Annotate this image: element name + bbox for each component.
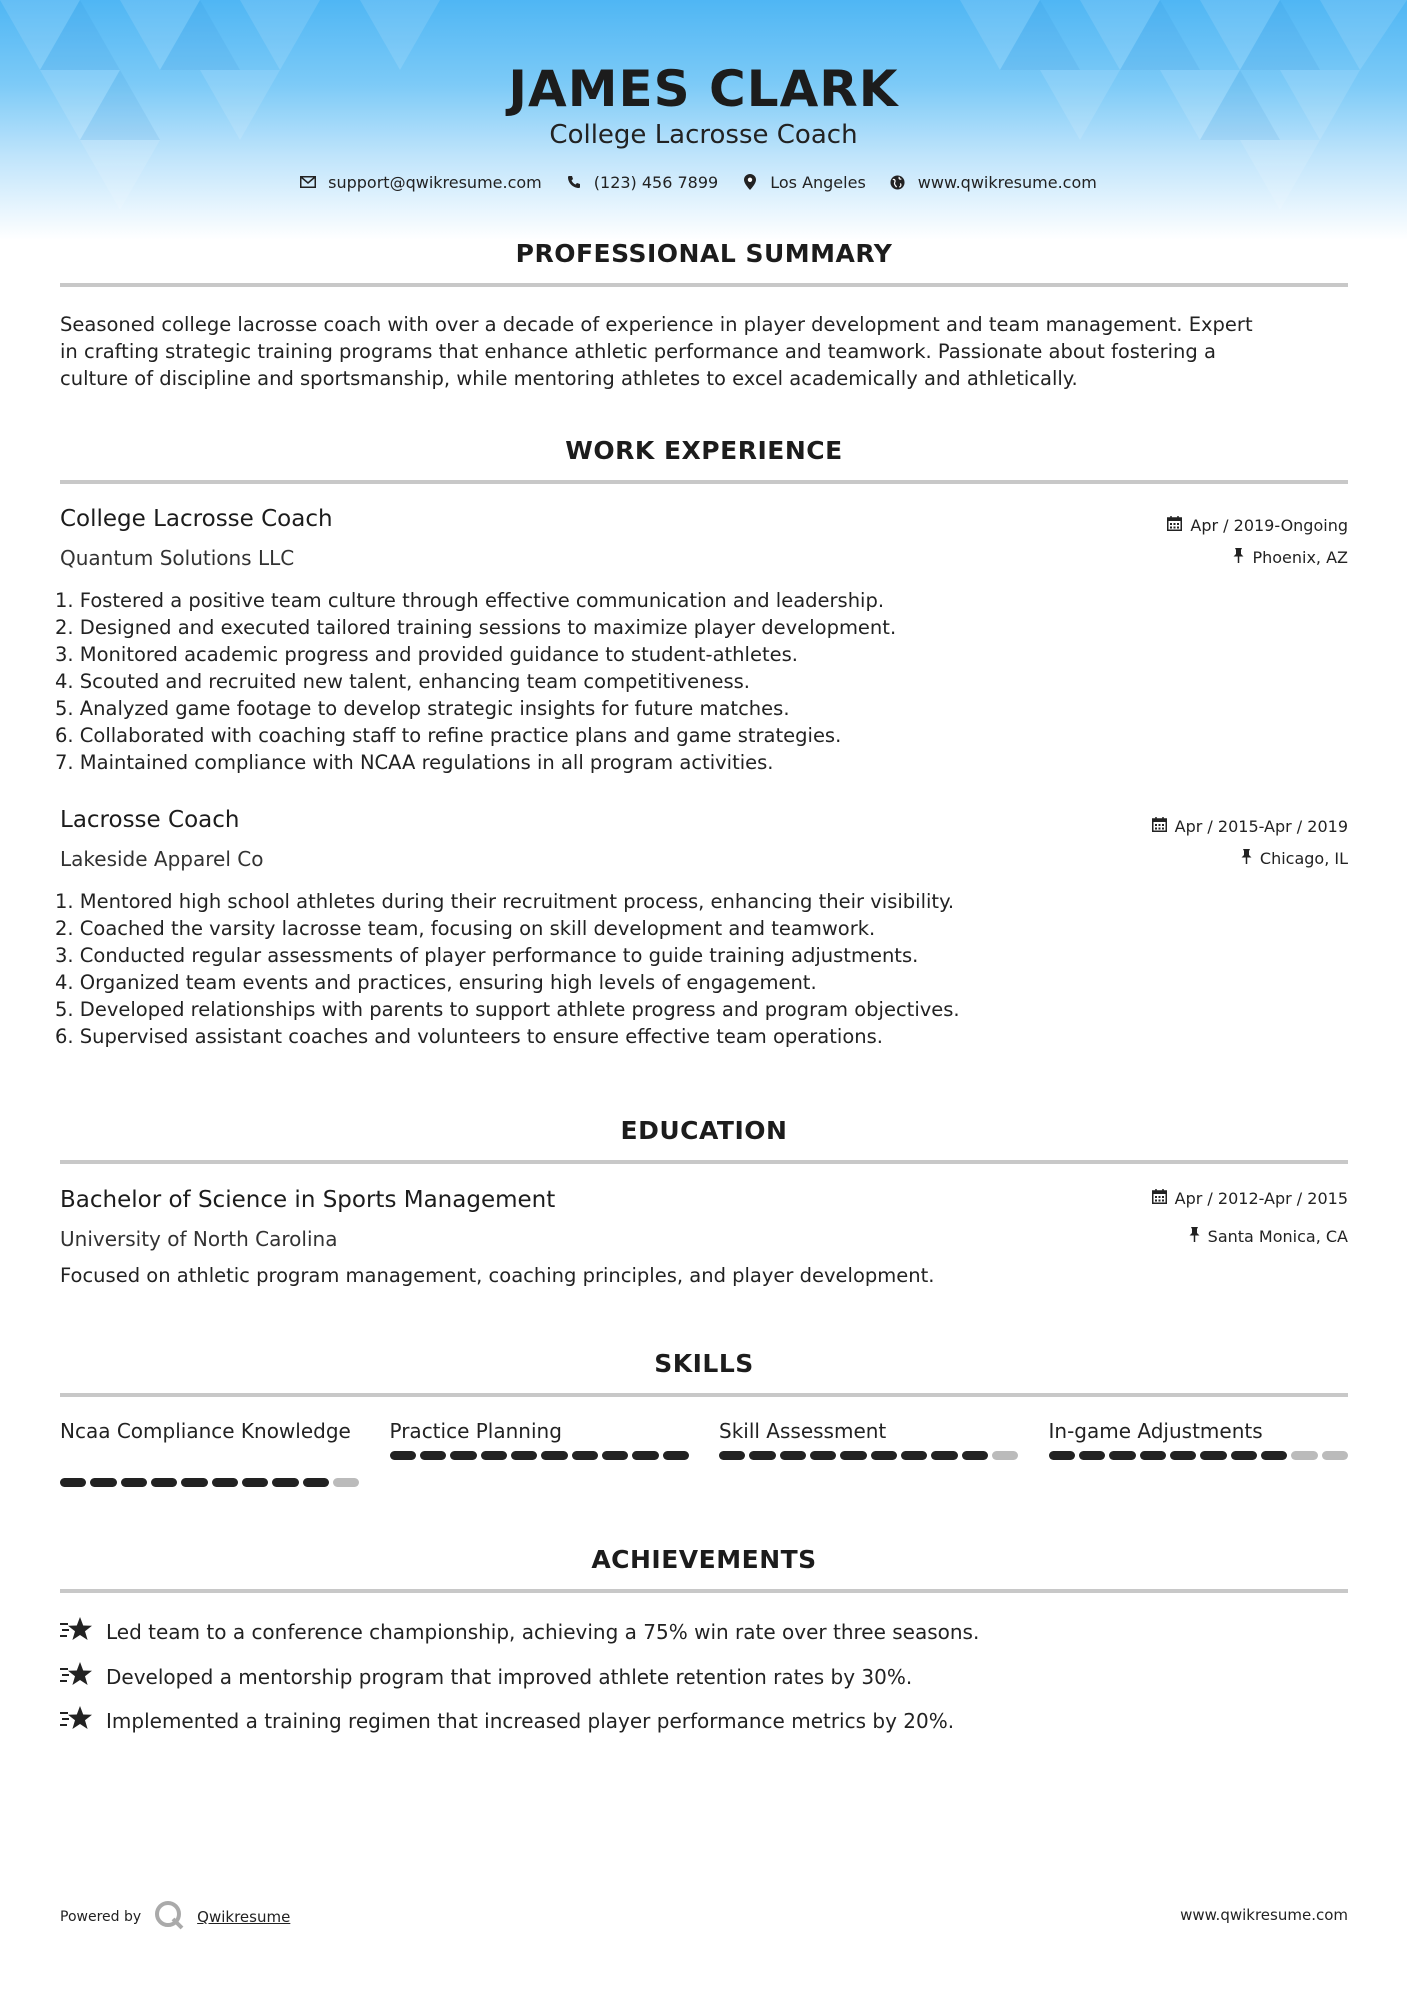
skill-level-segment (272, 1478, 298, 1487)
skill-level-segment (450, 1451, 476, 1460)
globe-icon (888, 172, 908, 192)
skill-level-segment (1109, 1451, 1135, 1460)
skill-item (1049, 1418, 1349, 1487)
skill-level-segment (602, 1451, 628, 1460)
job-dates (1167, 516, 1348, 535)
achievement-item (60, 1661, 912, 1692)
skill-level-segment (1291, 1451, 1317, 1460)
job-bullets (55, 587, 1345, 776)
contact-email[interactable]: support@qwikresume.com (328, 172, 542, 192)
skill-level-bar (60, 1478, 360, 1487)
skill-level-segment (719, 1451, 745, 1460)
skill-level-segment (962, 1451, 988, 1460)
list-item: 1. Fostered a positive team culture through effective communication and leadership. (55, 589, 885, 612)
pushpin-icon (1233, 548, 1244, 567)
skill-level-bar (1049, 1451, 1349, 1460)
list-item: 7. Maintained compliance with NCAA regulations in all program activities. (55, 751, 774, 774)
list-item: 3. Monitored academic progress and provided guidance to student-athletes. (55, 643, 798, 666)
summary-line: culture of discipline and sportsmanship, while mentoring athletes to excel academically and athletically. (60, 367, 1078, 390)
education-location (1189, 1227, 1348, 1246)
education-divider (60, 1160, 1348, 1164)
skill-level-segment (303, 1478, 329, 1487)
skill-name: Skill Assessment (719, 1419, 887, 1443)
skill-level-segment (481, 1451, 507, 1460)
job-dates (1152, 817, 1348, 836)
skill-level-segment (901, 1451, 927, 1460)
skill-level-segment (992, 1451, 1018, 1460)
qwikresume-link[interactable]: Qwikresume (197, 1908, 291, 1926)
job-title: Lacrosse Coach (60, 807, 240, 833)
skill-level-segment (1170, 1451, 1196, 1460)
list-item: 4. Scouted and recruited new talent, enhancing team competitiveness. (55, 670, 750, 693)
skill-level-segment (242, 1478, 268, 1487)
footer-powered-by (60, 1900, 290, 1934)
candidate-title: College Lacrosse Coach (549, 120, 858, 150)
education-dates-text: Apr / 2012-Apr / 2015 (1174, 1189, 1348, 1208)
list-item: 2. Coached the varsity lacrosse team, focusing on skill development and teamwork. (55, 917, 876, 940)
skill-level-segment (840, 1451, 866, 1460)
skill-level-segment (663, 1451, 689, 1460)
achievement-text: Developed a mentorship program that improved athlete retention rates by 30%. (106, 1664, 913, 1689)
star-icon (60, 1705, 92, 1736)
list-item: 4. Organized team events and practices, ensuring high levels of engagement. (55, 971, 817, 994)
pushpin-icon (1189, 1227, 1200, 1246)
contact-bar (0, 172, 1407, 192)
qwikresume-logo-icon (153, 1900, 185, 1934)
calendar-icon (1152, 1189, 1167, 1208)
job-location-text: Chicago, IL (1259, 849, 1348, 868)
list-item: 2. Designed and executed tailored training sessions to maximize player development. (55, 616, 897, 639)
skill-level-segment (212, 1478, 238, 1487)
list-item: 5. Developed relationships with parents to support athlete progress and program objectives. (55, 998, 960, 1021)
job-company: Lakeside Apparel Co (60, 847, 264, 871)
skill-level-segment (151, 1478, 177, 1487)
list-item: 6. Supervised assistant coaches and volunteers to ensure effective team operations. (55, 1025, 883, 1048)
list-item: 3. Conducted regular assessments of player performance to guide training adjustments. (55, 944, 919, 967)
skill-level-segment (572, 1451, 598, 1460)
skill-level-segment (871, 1451, 897, 1460)
job-location (1241, 849, 1348, 868)
contact-location: Los Angeles (770, 172, 866, 192)
skill-level-segment (1200, 1451, 1226, 1460)
skill-name: Practice Planning (389, 1419, 562, 1443)
skill-level-segment (390, 1451, 416, 1460)
skills-grid (60, 1418, 1348, 1487)
job-title: College Lacrosse Coach (60, 506, 333, 532)
skill-level-segment (632, 1451, 658, 1460)
job-location (1233, 548, 1348, 567)
skill-level-segment (333, 1478, 359, 1487)
education-dates (1152, 1189, 1348, 1208)
skill-level-bar (390, 1451, 690, 1460)
skill-level-segment (1079, 1451, 1105, 1460)
skill-name: In-game Adjustments (1048, 1419, 1263, 1443)
pushpin-icon (1241, 849, 1252, 868)
education-heading: EDUCATION (620, 1116, 788, 1145)
degree-title: Bachelor of Science in Sports Management (60, 1187, 556, 1213)
candidate-name: JAMES CLARK (508, 60, 899, 118)
skill-level-segment (1322, 1451, 1348, 1460)
skill-level-segment (181, 1478, 207, 1487)
skills-heading: SKILLS (654, 1349, 754, 1378)
footer-website[interactable]: www.qwikresume.com (1180, 1906, 1348, 1924)
summary-line: Seasoned college lacrosse coach with over a decade of experience in player development and team management. Expert (60, 313, 1253, 336)
calendar-icon (1152, 817, 1167, 836)
phone-icon (564, 172, 584, 192)
skill-level-segment (90, 1478, 116, 1487)
job-dates-text: Apr / 2015-Apr / 2019 (1174, 817, 1348, 836)
contact-phone[interactable]: (123) 456 7899 (593, 172, 719, 192)
job-location-text: Phoenix, AZ (1252, 548, 1348, 567)
skill-level-segment (60, 1478, 86, 1487)
skill-level-segment (810, 1451, 836, 1460)
list-item: 5. Analyzed game footage to develop strategic insights for future matches. (55, 697, 790, 720)
summary-line: in crafting strategic training programs that enhance athletic performance and teamwork. Passionate about fostering a (60, 340, 1216, 363)
skill-level-segment (541, 1451, 567, 1460)
skill-level-segment (511, 1451, 537, 1460)
education-description: Focused on athletic program management, coaching principles, and player development. (60, 1264, 935, 1287)
school-name: University of North Carolina (60, 1227, 338, 1251)
skills-divider (60, 1393, 1348, 1397)
education-location-text: Santa Monica, CA (1207, 1227, 1348, 1246)
star-icon (60, 1616, 92, 1647)
skill-level-segment (420, 1451, 446, 1460)
envelope-icon (298, 172, 318, 192)
skill-level-segment (1231, 1451, 1257, 1460)
list-item: 1. Mentored high school athletes during their recruitment process, enhancing their visibility. (55, 890, 955, 913)
calendar-icon (1167, 516, 1182, 535)
skill-level-bar (719, 1451, 1019, 1460)
achievement-text: Implemented a training regimen that increased player performance metrics by 20%. (106, 1708, 955, 1733)
skill-level-segment (121, 1478, 147, 1487)
skill-level-segment (749, 1451, 775, 1460)
summary-heading: PROFESSIONAL SUMMARY (515, 239, 893, 268)
skill-item (60, 1418, 360, 1487)
summary-divider (60, 283, 1348, 287)
achievements-divider (60, 1589, 1348, 1593)
skill-item (390, 1418, 690, 1487)
experience-divider (60, 480, 1348, 484)
job-dates-text: Apr / 2019-Ongoing (1190, 516, 1348, 535)
skill-name: Ncaa Compliance Knowledge (60, 1419, 351, 1443)
powered-by-label: Powered by (60, 1909, 142, 1925)
skill-level-segment (931, 1451, 957, 1460)
skill-level-segment (1140, 1451, 1166, 1460)
skill-level-segment (1261, 1451, 1287, 1460)
job-company: Quantum Solutions LLC (60, 546, 295, 570)
map-pin-icon (740, 172, 760, 192)
contact-website[interactable]: www.qwikresume.com (917, 172, 1097, 192)
achievement-item (60, 1616, 979, 1647)
experience-heading: WORK EXPERIENCE (565, 436, 843, 465)
skill-item (719, 1418, 1019, 1487)
achievement-item (60, 1705, 954, 1736)
achievement-text: Led team to a conference championship, achieving a 75% win rate over three seasons. (106, 1619, 980, 1644)
list-item: 6. Collaborated with coaching staff to refine practice plans and game strategies. (55, 724, 842, 747)
star-icon (60, 1661, 92, 1692)
job-bullets (55, 888, 1345, 1050)
skill-level-segment (780, 1451, 806, 1460)
skill-level-segment (1049, 1451, 1075, 1460)
achievements-heading: ACHIEVEMENTS (591, 1545, 817, 1574)
summary-text (60, 311, 1348, 392)
